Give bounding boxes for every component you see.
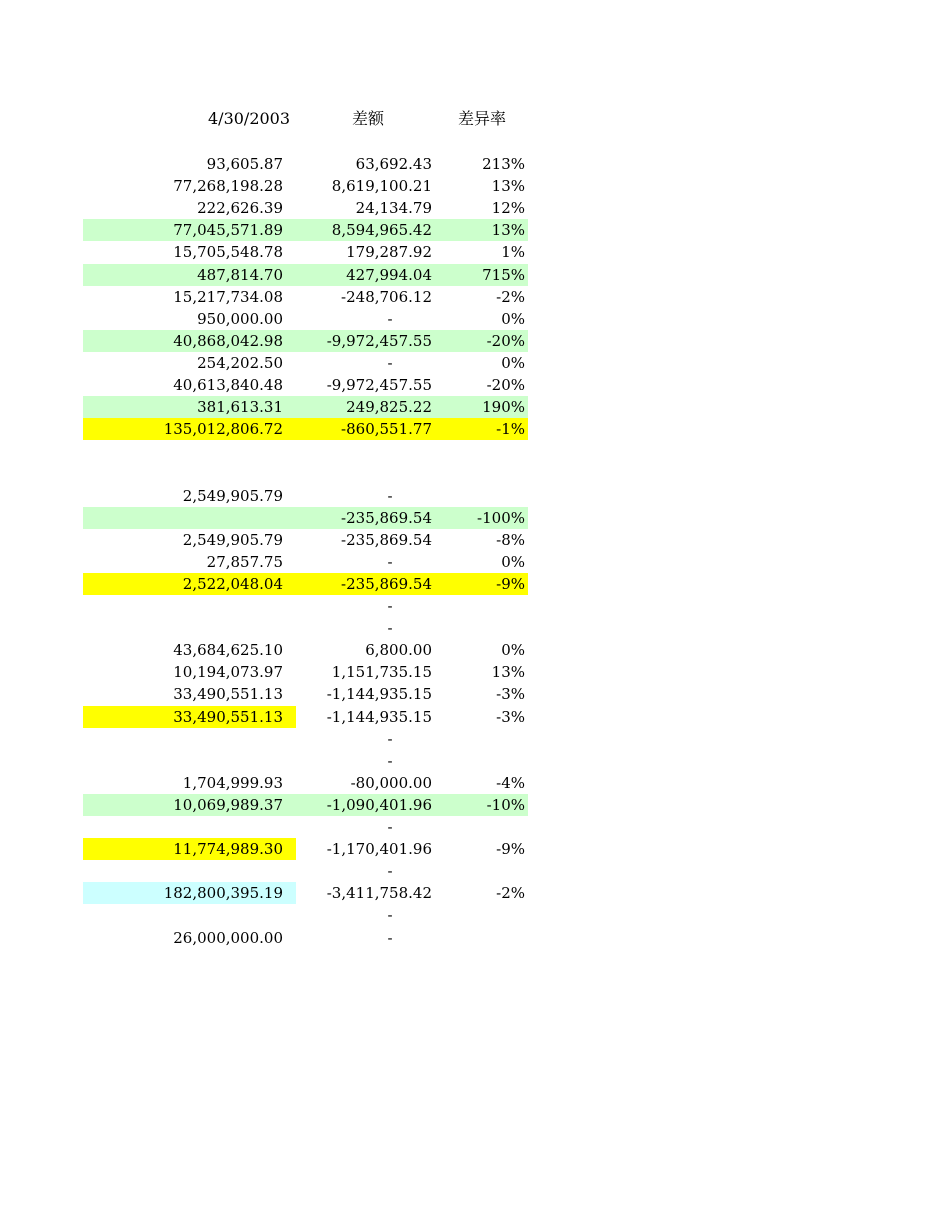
rate-cell[interactable]: -4% bbox=[496, 773, 525, 792]
diff-cell[interactable]: 179,287.92 bbox=[346, 243, 432, 262]
rate-cell[interactable]: -3% bbox=[496, 685, 525, 704]
value-cell[interactable] bbox=[83, 595, 296, 617]
table-row bbox=[83, 219, 528, 241]
table-row bbox=[83, 927, 528, 949]
rate-cell[interactable]: 0% bbox=[501, 641, 525, 660]
table-row bbox=[83, 374, 528, 396]
table-row bbox=[83, 153, 528, 175]
value-cell[interactable]: 33,490,551.13 bbox=[173, 685, 283, 704]
rate-cell[interactable]: 0% bbox=[501, 353, 525, 372]
rate-cell[interactable]: 190% bbox=[482, 398, 525, 417]
diff-cell[interactable]: -1,090,401.96 bbox=[326, 795, 432, 814]
value-cell[interactable]: 43,684,625.10 bbox=[173, 641, 283, 660]
table-row bbox=[83, 485, 528, 507]
rate-cell[interactable] bbox=[446, 462, 528, 484]
diff-cell[interactable]: 1,151,735.15 bbox=[331, 663, 432, 682]
value-cell[interactable]: 93,605.87 bbox=[206, 155, 283, 173]
diff-cell[interactable]: 8,594,965.42 bbox=[331, 221, 432, 240]
table-row bbox=[83, 396, 528, 418]
rate-cell[interactable]: 0% bbox=[501, 309, 525, 328]
table-row bbox=[83, 462, 528, 484]
table-row bbox=[83, 330, 528, 352]
table-row bbox=[83, 286, 528, 308]
table-row bbox=[83, 418, 528, 440]
value-cell[interactable] bbox=[83, 728, 296, 750]
diff-cell[interactable]: - bbox=[387, 906, 393, 925]
rate-cell[interactable] bbox=[446, 904, 528, 926]
value-cell[interactable] bbox=[83, 860, 296, 882]
table-row bbox=[83, 352, 528, 374]
rate-cell[interactable]: 1% bbox=[501, 243, 525, 262]
diff-cell[interactable]: -1,144,935.15 bbox=[326, 685, 432, 704]
table-row bbox=[83, 551, 528, 573]
table-row bbox=[83, 661, 528, 683]
value-cell[interactable]: 2,549,905.79 bbox=[182, 530, 283, 549]
diff-cell[interactable]: - bbox=[387, 552, 393, 571]
rate-cell[interactable]: -100% bbox=[477, 508, 525, 527]
diff-cell[interactable]: 24,134.79 bbox=[355, 199, 432, 218]
table-row bbox=[83, 706, 528, 728]
value-cell[interactable]: 15,705,548.78 bbox=[173, 243, 283, 262]
value-cell[interactable] bbox=[83, 816, 296, 838]
rate-cell[interactable]: -9% bbox=[496, 574, 525, 593]
value-cell[interactable]: 27,857.75 bbox=[206, 552, 283, 571]
rate-cell[interactable] bbox=[446, 728, 528, 750]
value-cell[interactable]: 182,800,395.19 bbox=[83, 882, 296, 904]
value-cell[interactable]: 10,069,989.37 bbox=[173, 795, 283, 814]
table-row bbox=[83, 882, 528, 904]
rate-cell[interactable]: -9% bbox=[496, 840, 525, 859]
value-cell[interactable]: 40,868,042.98 bbox=[173, 331, 283, 350]
table-row bbox=[83, 728, 528, 750]
value-cell[interactable]: 1,704,999.93 bbox=[182, 773, 283, 792]
table-row bbox=[83, 595, 528, 617]
diff-cell[interactable] bbox=[296, 440, 446, 462]
value-cell[interactable] bbox=[83, 904, 296, 926]
table-row bbox=[83, 617, 528, 639]
rate-cell[interactable]: 12% bbox=[491, 199, 525, 218]
rate-cell[interactable] bbox=[446, 595, 528, 617]
header-rate: 差异率 bbox=[458, 109, 507, 128]
rate-cell[interactable] bbox=[446, 860, 528, 882]
diff-cell[interactable]: 249,825.22 bbox=[346, 398, 432, 417]
table-row bbox=[83, 308, 528, 330]
value-cell[interactable]: 77,268,198.28 bbox=[173, 177, 283, 196]
diff-cell[interactable]: - bbox=[387, 729, 393, 748]
diff-cell[interactable]: -9,972,457.55 bbox=[326, 376, 432, 394]
value-cell[interactable] bbox=[83, 617, 296, 639]
diff-cell[interactable]: - bbox=[387, 309, 393, 328]
rate-cell[interactable]: 13% bbox=[491, 177, 525, 196]
diff-cell[interactable]: - bbox=[387, 928, 393, 947]
table-row bbox=[83, 197, 528, 219]
value-cell[interactable]: 77,045,571.89 bbox=[173, 221, 283, 240]
value-cell[interactable] bbox=[83, 507, 296, 529]
rate-cell[interactable]: -3% bbox=[496, 707, 525, 726]
table-row bbox=[83, 573, 528, 595]
rate-cell[interactable] bbox=[446, 617, 528, 639]
diff-cell[interactable]: -235,869.54 bbox=[341, 574, 432, 593]
diff-cell[interactable]: - bbox=[387, 353, 393, 372]
value-cell[interactable]: 33,490,551.13 bbox=[83, 706, 296, 728]
rate-cell[interactable] bbox=[446, 485, 528, 507]
table-row bbox=[83, 683, 528, 705]
rate-cell[interactable]: -20% bbox=[486, 376, 525, 394]
table-row bbox=[83, 816, 528, 838]
table-row bbox=[83, 507, 528, 529]
value-cell[interactable]: 40,613,840.48 bbox=[173, 376, 283, 394]
diff-cell[interactable]: -9,972,457.55 bbox=[326, 331, 432, 350]
table-row bbox=[83, 794, 528, 816]
diff-cell[interactable]: -3,411,758.42 bbox=[326, 884, 432, 903]
diff-cell[interactable]: -235,869.54 bbox=[341, 508, 432, 527]
value-cell[interactable]: 487,814.70 bbox=[197, 265, 283, 284]
value-cell[interactable]: 15,217,734.08 bbox=[173, 287, 283, 306]
value-cell[interactable] bbox=[83, 750, 296, 772]
diff-cell[interactable]: - bbox=[387, 619, 393, 638]
table-row bbox=[83, 838, 528, 860]
diff-cell[interactable]: - bbox=[387, 862, 393, 881]
rate-cell[interactable]: 13% bbox=[491, 221, 525, 240]
value-cell[interactable] bbox=[83, 440, 296, 462]
diff-cell[interactable]: -235,869.54 bbox=[341, 530, 432, 549]
diff-cell[interactable]: -860,551.77 bbox=[341, 420, 432, 439]
rate-cell[interactable]: -10% bbox=[486, 795, 525, 814]
diff-cell[interactable]: - bbox=[387, 597, 393, 615]
rate-cell[interactable] bbox=[446, 440, 528, 462]
table-row bbox=[83, 639, 528, 661]
value-cell[interactable]: 10,194,073.97 bbox=[173, 663, 283, 682]
rate-cell[interactable]: 0% bbox=[501, 552, 525, 571]
table-row bbox=[83, 860, 528, 882]
table-row bbox=[83, 750, 528, 772]
rate-cell[interactable] bbox=[446, 816, 528, 838]
diff-cell[interactable]: 63,692.43 bbox=[355, 155, 432, 173]
value-cell[interactable]: 950,000.00 bbox=[197, 309, 283, 328]
table-row bbox=[83, 529, 528, 551]
diff-cell[interactable]: 8,619,100.21 bbox=[331, 177, 432, 196]
diff-cell[interactable]: - bbox=[387, 818, 393, 836]
header-diff: 差额 bbox=[352, 109, 385, 128]
rate-cell[interactable]: 715% bbox=[482, 265, 525, 284]
rate-cell[interactable]: -2% bbox=[496, 884, 525, 903]
diff-cell[interactable]: -1,170,401.96 bbox=[326, 840, 432, 859]
table-row bbox=[83, 264, 528, 286]
rate-cell[interactable]: 13% bbox=[491, 663, 525, 682]
value-cell[interactable]: 254,202.50 bbox=[197, 353, 283, 372]
diff-cell[interactable]: - bbox=[387, 751, 393, 770]
table-row bbox=[83, 440, 528, 462]
value-cell[interactable]: 135,012,806.72 bbox=[163, 420, 283, 439]
value-cell[interactable]: 381,613.31 bbox=[197, 398, 283, 417]
rate-cell[interactable]: -8% bbox=[496, 530, 525, 549]
value-cell[interactable]: 2,549,905.79 bbox=[182, 486, 283, 505]
value-cell[interactable] bbox=[83, 462, 296, 484]
rate-cell[interactable]: -20% bbox=[486, 331, 525, 350]
value-cell[interactable]: 26,000,000.00 bbox=[173, 928, 283, 947]
value-cell[interactable]: 2,522,048.04 bbox=[182, 574, 283, 593]
diff-cell[interactable]: -1,144,935.15 bbox=[326, 707, 432, 726]
table-row bbox=[83, 904, 528, 926]
value-cell[interactable]: 222,626.39 bbox=[197, 199, 283, 218]
rate-cell[interactable]: 213% bbox=[482, 155, 525, 173]
header-date: 4/30/2003 bbox=[208, 109, 291, 128]
table-row bbox=[83, 175, 528, 197]
rate-cell[interactable] bbox=[446, 927, 528, 949]
diff-cell[interactable]: -248,706.12 bbox=[341, 287, 432, 306]
diff-cell[interactable]: -80,000.00 bbox=[350, 773, 432, 792]
rate-cell[interactable]: -1% bbox=[496, 420, 525, 439]
diff-cell[interactable] bbox=[296, 462, 446, 484]
value-cell[interactable]: 11,774,989.30 bbox=[83, 838, 296, 860]
table-row bbox=[83, 241, 528, 263]
diff-cell[interactable]: - bbox=[387, 486, 393, 505]
rate-cell[interactable]: -2% bbox=[496, 287, 525, 306]
diff-cell[interactable]: 427,994.04 bbox=[346, 265, 432, 284]
table-row bbox=[83, 772, 528, 794]
rate-cell[interactable] bbox=[446, 750, 528, 772]
diff-cell[interactable]: 6,800.00 bbox=[365, 641, 432, 660]
